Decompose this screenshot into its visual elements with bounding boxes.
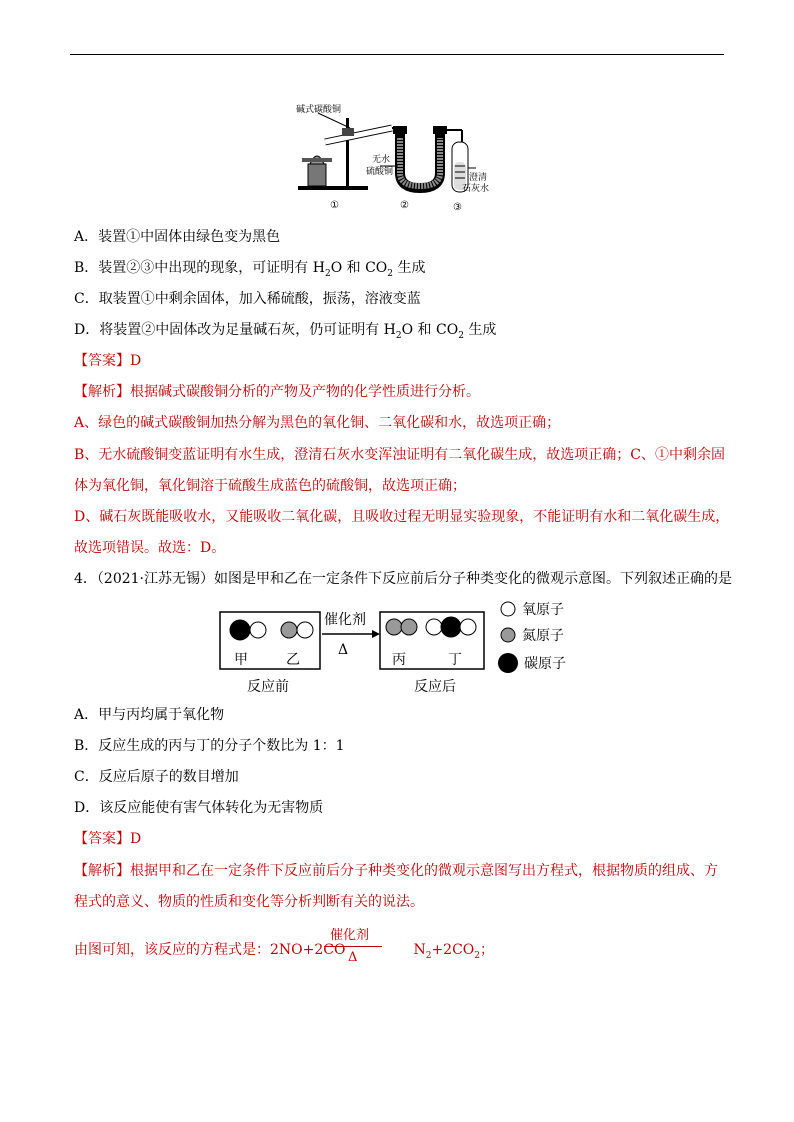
q4-option-b: B．反应生成的丙与丁的分子个数比为 1：1 — [74, 738, 345, 754]
q3-analysis-d2: 故选项错误。故选：D。 — [74, 540, 226, 556]
q3-option-a: A．装置①中固体由绿色变为黑色 — [74, 229, 281, 245]
q4-analysis-1: 【解析】根据甲和乙在一定条件下反应前后分子种类变化的微观示意图写出方程式，根据物质的组成、方 — [74, 863, 718, 879]
q3-option-b: B．装置②③中出现的现象，可证明有 $H_2O$ 和 $CO_2$ 生成 — [74, 260, 426, 279]
label-bing: 丙 — [392, 651, 406, 667]
label-ding: 丁 — [448, 651, 462, 667]
label-num-1: ① — [330, 200, 339, 211]
label-sample: 碱式碳酸铜 — [296, 104, 342, 114]
label-lime-1: 澄清 — [469, 172, 488, 182]
label-num-3: ③ — [453, 202, 462, 213]
q3-analysis-a: A、绿色的碱式碳酸铜加热分解为黑色的氧化铜、二氧化碳和水，故选项正确； — [74, 415, 561, 431]
q4-option-c: C．反应后原子的数目增加 — [74, 769, 239, 785]
q3-analysis-b2: 体为氧化铜，氧化铜溶于硫酸生成蓝色的硫酸铜，故选项正确； — [74, 478, 466, 494]
legend-carbon: 碳原子 — [524, 655, 566, 671]
q4-analysis-2: 程式的意义、物质的性质和变化等分析判断有关的说法。 — [74, 894, 424, 910]
label-jia: 甲 — [234, 651, 248, 667]
label-after: 反应后 — [414, 678, 456, 694]
q4-option-d: D．该反应能使有害气体转化为无害物质 — [74, 800, 324, 816]
label-lime-2: 石灰水 — [462, 183, 490, 193]
eq-heat: Δ — [348, 950, 358, 965]
label-anhydrous-2: 硫酸铜 — [366, 166, 394, 176]
eq-catalyst: 催化剂 — [330, 928, 370, 943]
q3-option-d: D．将装置②中固体改为足量碱石灰，仍可证明有 $H_2O$ 和 $CO_2$ 生成 — [74, 322, 497, 341]
label-yi: 乙 — [286, 651, 300, 667]
q4-stem: 4．（2021·江苏无锡）如图是甲和乙在一定条件下反应前后分子种类变化的微观示意图。下列叙述正确的是 — [74, 571, 732, 587]
label-catalyst: 催化剂 — [324, 611, 366, 627]
label-anhydrous-1: 无水 — [372, 154, 391, 164]
header-rule — [70, 54, 724, 55]
q3-analysis-d1: D、碱石灰既能吸收水，又能吸收二氧化碳，且吸收过程无明显实验现象，不能证明有水和二氧化碳生成， — [74, 509, 730, 525]
legend-oxygen: 氧原子 — [522, 601, 564, 617]
reaction-diagram — [212, 596, 582, 696]
label-num-2: ② — [400, 200, 409, 211]
q4-equation: 由图可知，该反应的方程式是：2NO+2CO $N_2+2CO_2$； — [74, 942, 495, 961]
q3-option-c: C．取装置①中剩余固体，加入稀硫酸，振荡，溶液变蓝 — [74, 291, 421, 307]
q4-option-a: A．甲与丙均属于氧化物 — [74, 707, 225, 723]
q3-answer: 【答案】D — [74, 353, 142, 369]
label-heat: Δ — [338, 642, 349, 658]
label-before: 反应前 — [247, 678, 289, 694]
q3-analysis-b1: B、无水硫酸铜变蓝证明有水生成，澄清石灰水变浑浊证明有二氧化碳生成，故选项正确；C、①中剩余固 — [74, 447, 725, 463]
legend-nitrogen: 氮原子 — [522, 627, 564, 643]
q4-answer: 【答案】D — [74, 831, 142, 847]
apparatus-figure — [280, 98, 490, 216]
q3-analysis: 【解析】根据碱式碳酸铜分析的产物及产物的化学性质进行分析。 — [74, 384, 480, 400]
eq-bar — [324, 946, 382, 947]
